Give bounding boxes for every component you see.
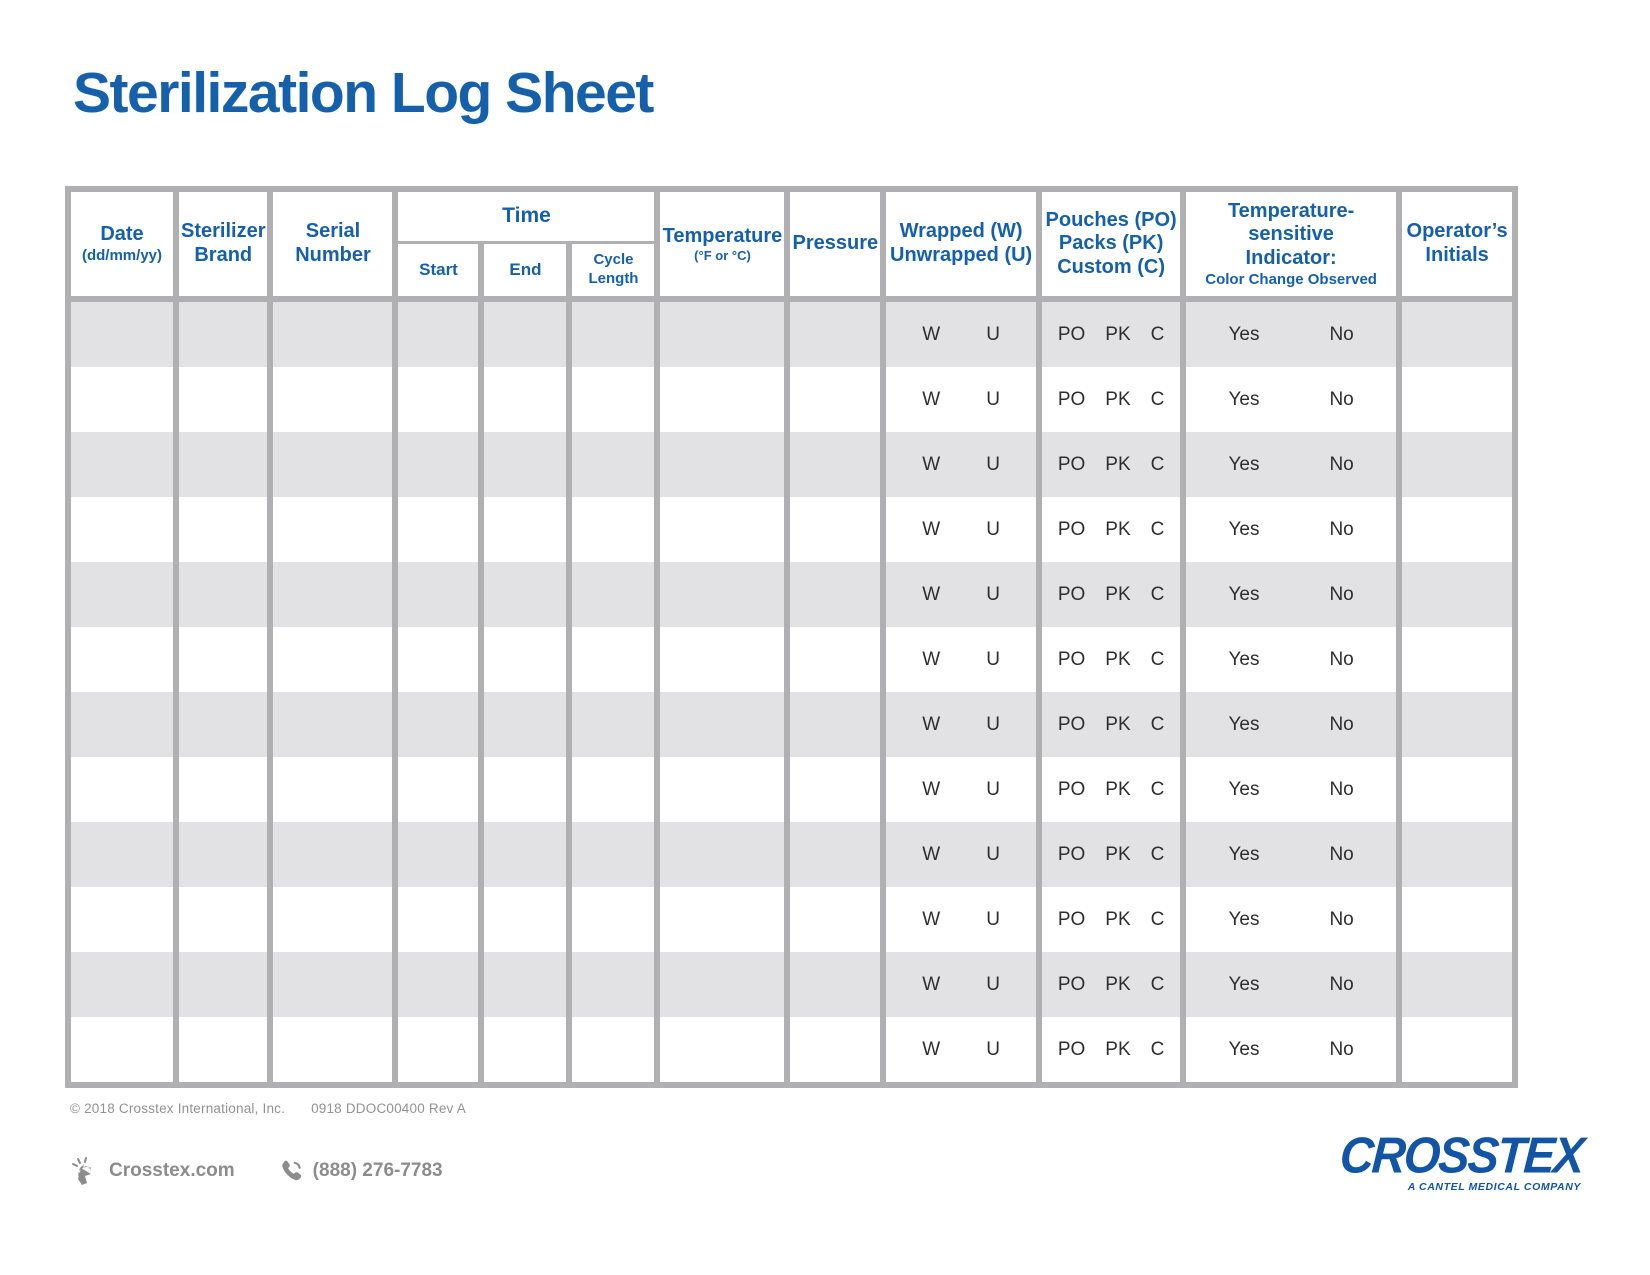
time-start-cell	[398, 887, 484, 952]
serial-number-cell	[273, 302, 398, 367]
cycle-length-cell	[572, 627, 660, 692]
header-pressure-label: Pressure	[792, 232, 879, 255]
pouches-option-pk: PK	[1105, 713, 1131, 735]
serial-number-cell	[273, 432, 398, 497]
logo-wordmark: CROSSTEX	[1338, 1126, 1585, 1184]
sterilizer-brand-cell	[179, 1017, 273, 1082]
pouches-option-po: PO	[1057, 713, 1086, 735]
indicator-cell	[1186, 627, 1402, 692]
temperature-cell	[660, 302, 790, 367]
indicator-option-yes: Yes	[1228, 1038, 1260, 1060]
sterilizer-brand-cell	[179, 562, 273, 627]
time-start-cell	[398, 692, 484, 757]
temperature-cell	[660, 692, 790, 757]
sterilizer-brand-cell	[179, 627, 273, 692]
pouches-option-po: PO	[1057, 388, 1086, 410]
serial-number-cell	[273, 757, 398, 822]
wrapped-cell	[886, 822, 1042, 887]
pressure-cell	[790, 822, 886, 887]
pouches-option-c: C	[1150, 713, 1165, 735]
serial-number-cell	[273, 497, 398, 562]
wrapped-option-w: W	[922, 453, 941, 475]
pouches-cell	[1042, 497, 1186, 562]
wrapped-option-w: W	[922, 323, 941, 345]
sterilizer-brand-cell	[179, 497, 273, 562]
pressure-cell	[790, 302, 886, 367]
indicator-cell	[1186, 497, 1402, 562]
indicator-cell	[1186, 887, 1402, 952]
table-row	[71, 1017, 1512, 1082]
pressure-cell	[790, 1017, 886, 1082]
sterilizer-brand-cell	[179, 367, 273, 432]
wrapped-cell	[886, 757, 1042, 822]
date-cell	[71, 692, 179, 757]
indicator-option-no: No	[1329, 648, 1354, 670]
indicator-option-yes: Yes	[1228, 648, 1260, 670]
header-pouches	[1042, 192, 1186, 302]
contact-row	[70, 1150, 443, 1192]
wrapped-option-u: U	[986, 908, 1000, 930]
header-wrapped	[886, 192, 1042, 302]
time-end-cell	[484, 627, 572, 692]
indicator-option-no: No	[1329, 323, 1354, 345]
indicator-option-no: No	[1329, 908, 1354, 930]
header-operator-line1: Operator’s	[1406, 220, 1508, 243]
header-operator-line2: Initials	[1425, 244, 1489, 266]
pouches-cell	[1042, 887, 1186, 952]
indicator-option-no: No	[1329, 388, 1354, 410]
indicator-option-yes: Yes	[1228, 583, 1260, 605]
cycle-length-cell	[572, 1017, 660, 1082]
serial-number-cell	[273, 952, 398, 1017]
pressure-cell	[790, 692, 886, 757]
header-date-label: Date	[100, 223, 144, 246]
pressure-cell	[790, 432, 886, 497]
header-sterilizer-line1: Sterilizer	[181, 220, 266, 243]
header-time-label: Time	[502, 204, 551, 228]
pouches-option-c: C	[1150, 778, 1165, 800]
pouches-option-pk: PK	[1105, 453, 1131, 475]
sterilizer-brand-cell	[179, 692, 273, 757]
date-cell	[71, 367, 179, 432]
temperature-cell	[660, 757, 790, 822]
pouches-option-c: C	[1150, 973, 1165, 995]
pressure-cell	[790, 562, 886, 627]
date-cell	[71, 302, 179, 367]
table-row	[71, 627, 1512, 692]
time-start-cell	[398, 432, 484, 497]
pouches-option-c: C	[1150, 583, 1165, 605]
time-start-cell	[398, 1017, 484, 1082]
pressure-cell	[790, 497, 886, 562]
time-end-cell	[484, 562, 572, 627]
pressure-cell	[790, 757, 886, 822]
wrapped-option-u: U	[986, 648, 1000, 670]
phone-group	[278, 1158, 443, 1184]
wrapped-option-w: W	[922, 1038, 941, 1060]
header-wrapped-line1: Wrapped (W)	[899, 220, 1023, 243]
cycle-length-cell	[572, 497, 660, 562]
cycle-length-cell	[572, 952, 660, 1017]
indicator-option-no: No	[1329, 843, 1354, 865]
pouches-option-c: C	[1150, 518, 1165, 540]
cycle-length-cell	[572, 432, 660, 497]
time-start-cell	[398, 822, 484, 887]
temperature-cell	[660, 952, 790, 1017]
time-start-cell	[398, 302, 484, 367]
pouches-option-po: PO	[1057, 843, 1086, 865]
table-row	[71, 432, 1512, 497]
indicator-option-no: No	[1329, 583, 1354, 605]
header-indicator	[1186, 192, 1402, 302]
table-row	[71, 952, 1512, 1017]
time-start-cell	[398, 497, 484, 562]
operator-initials-cell	[1402, 627, 1512, 692]
wrapped-option-u: U	[986, 1038, 1000, 1060]
operator-initials-cell	[1402, 692, 1512, 757]
pouches-cell	[1042, 562, 1186, 627]
pouches-option-pk: PK	[1105, 778, 1131, 800]
wrapped-option-w: W	[922, 973, 941, 995]
operator-initials-cell	[1402, 887, 1512, 952]
operator-initials-cell	[1402, 757, 1512, 822]
pouches-cell	[1042, 757, 1186, 822]
indicator-option-no: No	[1329, 973, 1354, 995]
sterilizer-brand-cell	[179, 822, 273, 887]
wrapped-cell	[886, 367, 1042, 432]
indicator-option-yes: Yes	[1228, 908, 1260, 930]
indicator-option-yes: Yes	[1228, 453, 1260, 475]
wrapped-cell	[886, 497, 1042, 562]
indicator-option-no: No	[1329, 518, 1354, 540]
date-cell	[71, 497, 179, 562]
operator-initials-cell	[1402, 302, 1512, 367]
pouches-option-po: PO	[1057, 973, 1086, 995]
operator-initials-cell	[1402, 367, 1512, 432]
wrapped-option-w: W	[922, 843, 941, 865]
wrapped-option-w: W	[922, 908, 941, 930]
pouches-option-c: C	[1150, 1038, 1165, 1060]
indicator-cell	[1186, 562, 1402, 627]
website-group	[70, 1155, 235, 1187]
table-row	[71, 367, 1512, 432]
header-time-start	[398, 244, 484, 302]
wrapped-option-u: U	[986, 973, 1000, 995]
pouches-option-c: C	[1150, 843, 1165, 865]
phone-icon	[278, 1158, 304, 1184]
indicator-cell	[1186, 302, 1402, 367]
wrapped-cell	[886, 692, 1042, 757]
pouches-cell	[1042, 367, 1186, 432]
indicator-cell	[1186, 757, 1402, 822]
indicator-cell	[1186, 952, 1402, 1017]
wrapped-option-w: W	[922, 713, 941, 735]
indicator-option-yes: Yes	[1228, 843, 1260, 865]
page-title: Sterilization Log Sheet	[73, 61, 653, 125]
header-serial-line1: Serial	[305, 220, 361, 243]
cycle-length-cell	[572, 302, 660, 367]
copyright-line	[70, 1101, 466, 1116]
indicator-option-no: No	[1329, 713, 1354, 735]
header-pouches-line2: Packs (PK)	[1058, 232, 1164, 255]
wrapped-option-u: U	[986, 843, 1000, 865]
sterilizer-brand-cell	[179, 952, 273, 1017]
serial-number-cell	[273, 822, 398, 887]
sterilizer-brand-cell	[179, 302, 273, 367]
temperature-cell	[660, 432, 790, 497]
serial-number-cell	[273, 627, 398, 692]
indicator-option-yes: Yes	[1228, 973, 1260, 995]
time-end-cell	[484, 367, 572, 432]
pouches-cell	[1042, 302, 1186, 367]
table-row	[71, 757, 1512, 822]
wrapped-option-w: W	[922, 518, 941, 540]
time-end-cell	[484, 887, 572, 952]
header-pouches-line3: Custom (C)	[1057, 255, 1165, 278]
table-row	[71, 692, 1512, 757]
header-wrapped-line2: Unwrapped (U)	[890, 244, 1033, 266]
pouches-option-pk: PK	[1105, 843, 1131, 865]
wrapped-cell	[886, 562, 1042, 627]
wrapped-option-w: W	[922, 388, 941, 410]
pouches-option-pk: PK	[1105, 908, 1131, 930]
time-start-cell	[398, 562, 484, 627]
pouches-option-po: PO	[1057, 518, 1086, 540]
time-end-cell	[484, 302, 572, 367]
serial-number-cell	[273, 562, 398, 627]
header-pressure	[790, 192, 886, 302]
serial-number-cell	[273, 692, 398, 757]
wrapped-option-u: U	[986, 518, 1000, 540]
wrapped-cell	[886, 952, 1042, 1017]
table-row	[71, 562, 1512, 627]
pouches-cell	[1042, 952, 1186, 1017]
wrapped-option-u: U	[986, 453, 1000, 475]
indicator-option-yes: Yes	[1228, 713, 1260, 735]
indicator-option-yes: Yes	[1228, 323, 1260, 345]
table-row	[71, 887, 1512, 952]
operator-initials-cell	[1402, 562, 1512, 627]
pressure-cell	[790, 627, 886, 692]
indicator-option-yes: Yes	[1228, 778, 1260, 800]
pouches-option-pk: PK	[1105, 583, 1131, 605]
operator-initials-cell	[1402, 1017, 1512, 1082]
pouches-option-po: PO	[1057, 778, 1086, 800]
pouches-option-c: C	[1150, 388, 1165, 410]
operator-initials-cell	[1402, 497, 1512, 562]
time-end-cell	[484, 1017, 572, 1082]
pouches-option-c: C	[1150, 453, 1165, 475]
phone-text: (888) 276-7783	[312, 1160, 443, 1181]
pouches-option-c: C	[1150, 908, 1165, 930]
indicator-option-yes: Yes	[1228, 388, 1260, 410]
indicator-cell	[1186, 692, 1402, 757]
time-start-cell	[398, 367, 484, 432]
header-sterilizer-brand	[179, 192, 273, 302]
pouches-option-po: PO	[1057, 908, 1086, 930]
date-cell	[71, 887, 179, 952]
cycle-length-cell	[572, 562, 660, 627]
time-end-cell	[484, 952, 572, 1017]
pouches-option-pk: PK	[1105, 518, 1131, 540]
indicator-option-no: No	[1329, 1038, 1354, 1060]
temperature-cell	[660, 1017, 790, 1082]
sterilizer-brand-cell	[179, 887, 273, 952]
pressure-cell	[790, 887, 886, 952]
pouches-option-pk: PK	[1105, 648, 1131, 670]
log-table-body	[71, 302, 1512, 1082]
pouches-option-pk: PK	[1105, 323, 1131, 345]
sterilizer-brand-cell	[179, 757, 273, 822]
copyright-text: © 2018 Crosstex International, Inc.	[70, 1101, 286, 1116]
logo-tagline: A CANTEL MEDICAL COMPANY	[1407, 1181, 1581, 1193]
header-date-format: (dd/mm/yy)	[81, 246, 162, 264]
wrapped-option-u: U	[986, 388, 1000, 410]
cycle-length-cell	[572, 822, 660, 887]
header-serial-number	[273, 192, 398, 302]
indicator-cell	[1186, 822, 1402, 887]
header-temperature	[660, 192, 790, 302]
pouches-option-c: C	[1150, 323, 1165, 345]
header-time-end	[484, 244, 572, 302]
pouches-option-po: PO	[1057, 583, 1086, 605]
pouches-option-po: PO	[1057, 1038, 1086, 1060]
serial-number-cell	[273, 1017, 398, 1082]
pouches-option-pk: PK	[1105, 388, 1131, 410]
pouches-option-po: PO	[1057, 323, 1086, 345]
temperature-cell	[660, 367, 790, 432]
time-end-cell	[484, 692, 572, 757]
temperature-cell	[660, 497, 790, 562]
crosstex-logo	[1333, 1126, 1585, 1193]
header-cycle-length-label: Cycle Length	[588, 251, 639, 287]
wrapped-option-w: W	[922, 778, 941, 800]
temperature-cell	[660, 562, 790, 627]
pouches-cell	[1042, 432, 1186, 497]
indicator-option-yes: Yes	[1228, 518, 1260, 540]
table-row	[71, 822, 1512, 887]
temperature-cell	[660, 822, 790, 887]
serial-number-cell	[273, 887, 398, 952]
doc-code: 0918 DDOC00400 Rev A	[311, 1101, 466, 1116]
header-temperature-label: Temperature	[662, 224, 783, 247]
table-row	[71, 497, 1512, 562]
date-cell	[71, 627, 179, 692]
wrapped-cell	[886, 302, 1042, 367]
header-cycle-length	[572, 244, 660, 302]
click-cursor-icon	[70, 1155, 100, 1187]
indicator-cell	[1186, 432, 1402, 497]
header-pouches-line1: Pouches (PO)	[1045, 208, 1177, 231]
header-serial-line2: Number	[295, 244, 371, 266]
time-start-cell	[398, 627, 484, 692]
time-end-cell	[484, 497, 572, 562]
wrapped-option-u: U	[986, 323, 1000, 345]
cycle-length-cell	[572, 757, 660, 822]
sterilizer-brand-cell	[179, 432, 273, 497]
header-time	[398, 192, 660, 244]
pouches-option-po: PO	[1057, 453, 1086, 475]
date-cell	[71, 757, 179, 822]
wrapped-option-w: W	[922, 583, 941, 605]
table-row	[71, 302, 1512, 367]
date-cell	[71, 952, 179, 1017]
date-cell	[71, 562, 179, 627]
header-time-start-label: Start	[419, 259, 458, 279]
date-cell	[71, 432, 179, 497]
pressure-cell	[790, 367, 886, 432]
header-indicator-line3: Color Change Observed	[1205, 270, 1377, 288]
wrapped-option-u: U	[986, 713, 1000, 735]
header-operator-initials	[1402, 192, 1512, 302]
wrapped-cell	[886, 1017, 1042, 1082]
time-end-cell	[484, 822, 572, 887]
pouches-option-pk: PK	[1105, 1038, 1131, 1060]
wrapped-option-u: U	[986, 583, 1000, 605]
header-indicator-line1: Temperature-sensitive	[1227, 199, 1355, 246]
indicator-cell	[1186, 367, 1402, 432]
serial-number-cell	[273, 367, 398, 432]
indicator-option-no: No	[1329, 453, 1354, 475]
time-start-cell	[398, 757, 484, 822]
indicator-cell	[1186, 1017, 1402, 1082]
header-time-end-label: End	[509, 259, 542, 279]
temperature-cell	[660, 887, 790, 952]
header-sterilizer-line2: Brand	[194, 244, 253, 266]
pouches-option-po: PO	[1057, 648, 1086, 670]
wrapped-cell	[886, 887, 1042, 952]
header-indicator-line2: Indicator:	[1245, 246, 1337, 269]
indicator-option-no: No	[1329, 778, 1354, 800]
cycle-length-cell	[572, 692, 660, 757]
log-table	[65, 186, 1518, 1088]
operator-initials-cell	[1402, 952, 1512, 1017]
header-date	[71, 192, 179, 302]
date-cell	[71, 822, 179, 887]
cycle-length-cell	[572, 887, 660, 952]
date-cell	[71, 1017, 179, 1082]
operator-initials-cell	[1402, 822, 1512, 887]
pressure-cell	[790, 952, 886, 1017]
pouches-option-pk: PK	[1105, 973, 1131, 995]
time-end-cell	[484, 757, 572, 822]
wrapped-option-u: U	[986, 778, 1000, 800]
operator-initials-cell	[1402, 432, 1512, 497]
cycle-length-cell	[572, 367, 660, 432]
wrapped-option-w: W	[922, 648, 941, 670]
pouches-cell	[1042, 692, 1186, 757]
wrapped-cell	[886, 432, 1042, 497]
time-start-cell	[398, 952, 484, 1017]
pouches-cell	[1042, 822, 1186, 887]
website-text: Crosstex.com	[109, 1160, 235, 1181]
header-temperature-units: (°F or °C)	[694, 248, 751, 264]
pouches-cell	[1042, 627, 1186, 692]
temperature-cell	[660, 627, 790, 692]
time-end-cell	[484, 432, 572, 497]
pouches-option-c: C	[1150, 648, 1165, 670]
pouches-cell	[1042, 1017, 1186, 1082]
wrapped-cell	[886, 627, 1042, 692]
